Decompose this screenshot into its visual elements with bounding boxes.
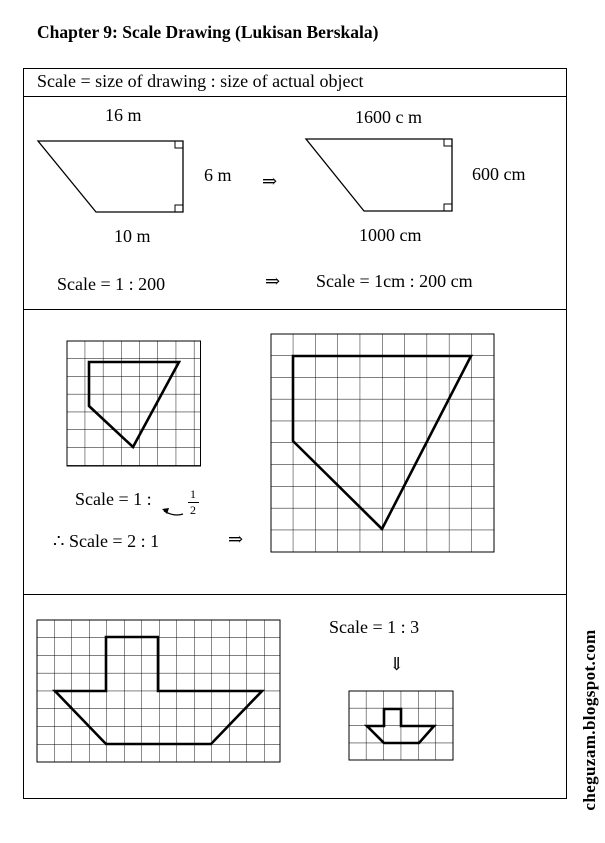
large-grid: [271, 334, 494, 552]
right-side-length: 600 cm: [472, 164, 526, 184]
left-side-length: 6 m: [204, 165, 232, 185]
right-top-length: 1600 c m: [355, 107, 422, 127]
scale-arrow: ⇒: [265, 271, 281, 291]
fraction-numerator: 1: [190, 487, 196, 501]
scale-definition: Scale = size of drawing : size of actual object: [37, 71, 364, 91]
scale-half-label: Scale = 1 :: [75, 489, 152, 509]
fraction-denominator: 2: [190, 503, 196, 517]
scale-third-label: Scale = 1 : 3: [329, 617, 420, 637]
small-grid: [67, 341, 201, 466]
blog-watermark: cheguzam.blogspot.com: [580, 629, 599, 811]
left-top-length: 16 m: [105, 105, 142, 125]
left-bottom-length: 10 m: [114, 226, 151, 246]
right-arrow: ⇒: [262, 171, 278, 191]
ship-large-grid: [37, 620, 280, 762]
scale-right-label: Scale = 1cm : 200 cm: [316, 271, 473, 291]
section2-arrow: ⇒: [228, 529, 244, 549]
page-title: Chapter 9: Scale Drawing (Lukisan Berskala): [37, 22, 379, 42]
therefore-scale: ∴ Scale = 2 : 1: [53, 531, 160, 551]
trapezium-large: [306, 139, 452, 211]
scale-left-label: Scale = 1 : 200: [57, 274, 166, 294]
ship-small-grid: [349, 691, 453, 760]
trapezium-small: [38, 141, 183, 212]
right-bottom-length: 1000 cm: [359, 225, 422, 245]
down-arrow: ⇓: [389, 654, 405, 674]
